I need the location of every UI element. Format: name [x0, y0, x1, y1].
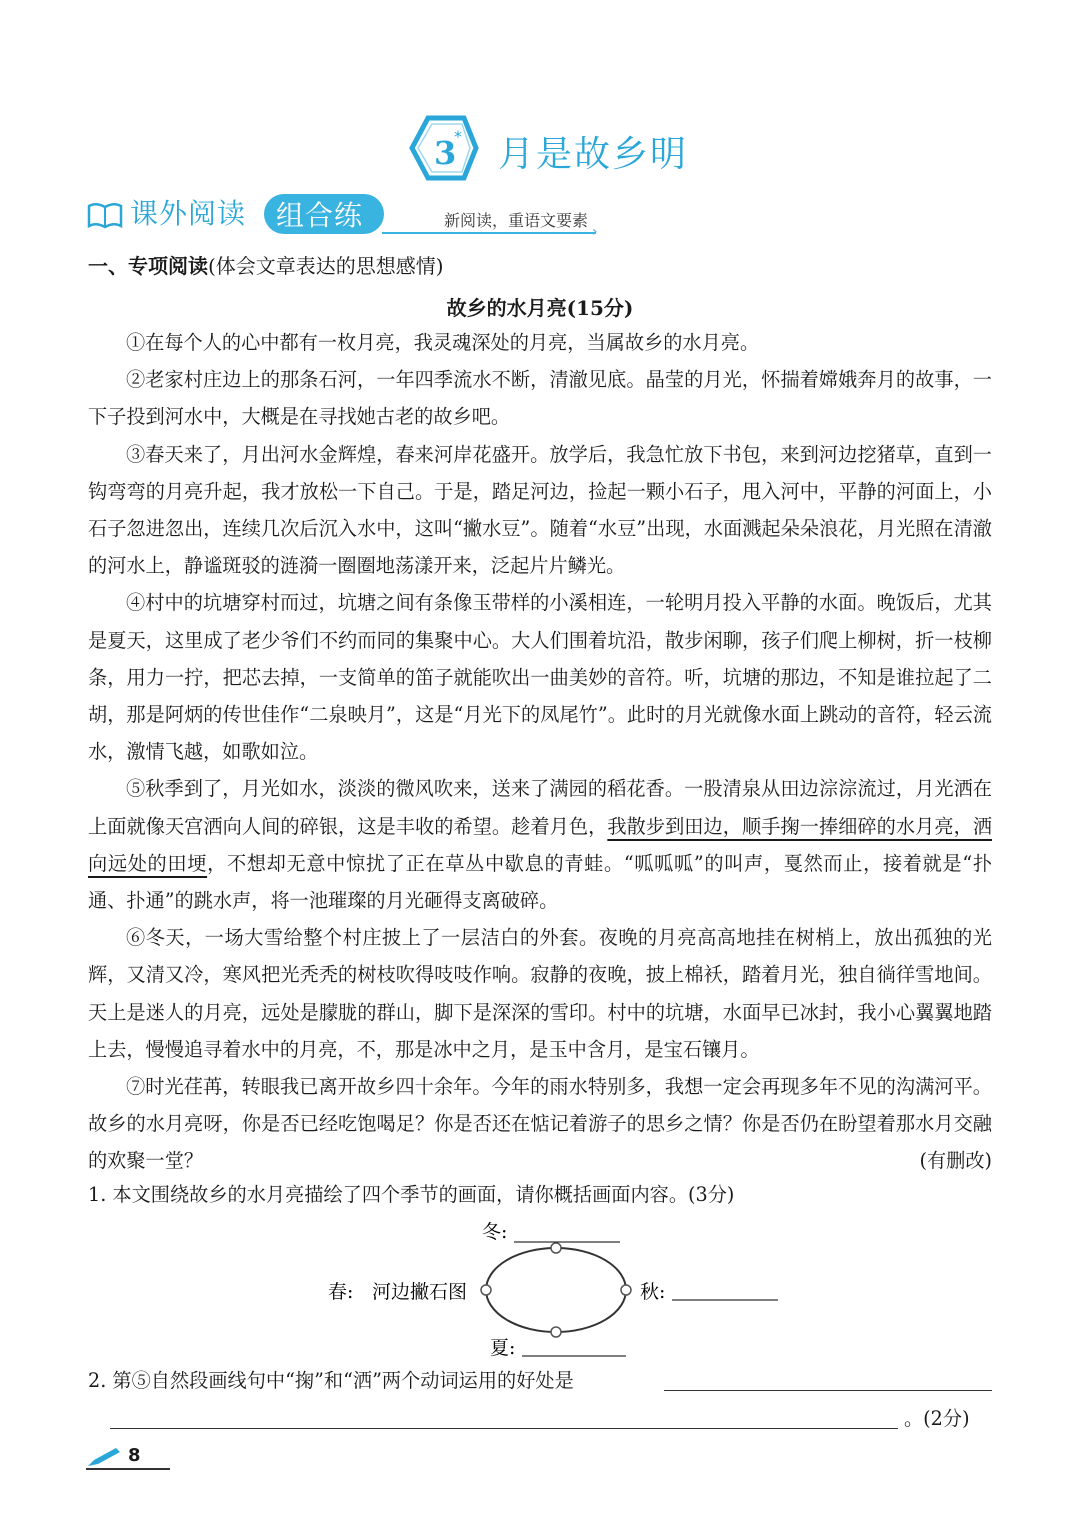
underlined-sentence: 我散步到田边，顺手掬一捧细碎的水月亮，洒向远处的田埂 — [88, 814, 993, 875]
paragraph-2: ②老家村庄边上的那条石河，一年四季流水不断，清澈见底。晶莹的月光，怀揣着嫦娥奔月的故事，一下子投到河水中，大概是在寻找她古老的故乡吧。 — [88, 368, 992, 429]
page-rule — [86, 1468, 170, 1470]
lesson-number-badge — [404, 112, 484, 184]
article-title: 故乡的水月亮(15分) — [446, 296, 634, 320]
section-tagline: 新阅读，重语文要素 — [444, 211, 589, 230]
winter-node — [551, 1243, 561, 1253]
part-focus: (体会文章表达的思想感情) — [208, 254, 444, 278]
summer-label: 夏: — [490, 1337, 516, 1359]
paragraph-7 — [88, 1068, 992, 1180]
season-cycle-diagram — [300, 1212, 820, 1362]
answer-line — [664, 1390, 992, 1391]
paragraph-3: ③春天来了，月出河水金辉煌，春来河岸花盛开。放学后，我急忙放下书包，来到河边挖猪草，直到一钩弯弯的月亮升起，我才放松一下自己。于是，踏足河边，捡起一颗小石子，甩入河中，平静的河面上，小石子忽进忽出，连续几次后沉入水中，这叫“撇水豆”。随着“水豆”出现，水面溅起朵朵浪花，月光照在清澈的河水上，静谧斑驳的涟漪一圈圈地荡漾开来，泛起片片鳞光。 — [88, 442, 992, 578]
question-1: 1. 本文围绕故乡的水月亮描绘了四个季节的画面，请你概括画面内容。(3分) — [88, 1183, 735, 1206]
spring-label: 春: — [328, 1281, 354, 1303]
autumn-node — [621, 1285, 631, 1295]
part-heading — [88, 250, 444, 279]
section-underline — [382, 232, 596, 234]
book-icon — [86, 200, 124, 230]
pencil-icon — [86, 1446, 122, 1468]
article-body — [88, 324, 992, 1180]
lesson-mark: * — [454, 127, 462, 146]
spring-node — [481, 1285, 491, 1295]
source-note: (有删改) — [919, 1149, 992, 1173]
paragraph-1: ①在每个人的心中都有一枚月亮，我灵魂深处的月亮，当属故乡的水月亮。 — [126, 331, 760, 354]
paragraph-4: ④村中的坑塘穿村而过，坑塘之间有条像玉带样的小溪相连，一轮明月投入平静的水面。晚饭后，尤其是夏天，这里成了老少爷们不约而同的集聚中心。大人们围着坑沿，散步闲聊，孩子们爬上柳树，折一枝柳条，用力一拧，把芯去掉，一支简单的笛子就能吹出一曲美妙的音符。听，坑塘的那边，不知是谁拉起了二胡，那是阿炳的传世佳作“二泉映月”，这是“月光下的凤尾竹”。此时的月光就像水面上跳动的音符，轻云流水，激情飞越，如歌如泣。 — [88, 591, 992, 764]
paragraph-5-end: ，不想却无意中惊扰了正在草丛中歇息的青蛙。“呱呱呱”的叫声，戛然而止，接着就是“扑通、扑通”的跳水声，将一池璀璨的月光砸得支离破碎。 — [88, 851, 993, 913]
cycle-ellipse — [486, 1248, 626, 1332]
paragraph-6: ⑥冬天，一场大雪给整个村庄披上了一层洁白的外套。夜晚的月亮高高地挂在树梢上，放出孤独的光辉，又清又冷，寒风把光秃秃的树枝吹得吱吱作响。寂静的夜晚，披上棉袄，踏着月光，独自徜徉雪地间。天上是迷人的月亮，远处是朦胧的群山，脚下是深深的雪印。村中的坑塘，水面早已冰封，我小心翼翼地踏上去，慢慢追寻着水中的月亮，不，那是冰中之月，是玉中含月，是宝石镶月。 — [88, 926, 992, 1061]
paragraph-5 — [88, 770, 992, 919]
lesson-title: 月是故乡明 — [498, 134, 689, 175]
spring-answer: 河边撇石图 — [372, 1281, 468, 1303]
answer-line-2 — [110, 1428, 898, 1429]
autumn-label: 秋: — [640, 1281, 666, 1303]
part-heading-text: 一、专项阅读 — [88, 254, 208, 278]
summer-node — [551, 1327, 561, 1337]
lesson-number: 3 — [434, 134, 457, 172]
winter-label: 冬: — [482, 1221, 508, 1243]
section-label: 课外阅读 — [130, 197, 247, 230]
chevron-right-icon: › — [592, 224, 598, 240]
section-pill-text: 组合练 — [276, 199, 364, 232]
page-number: 8 — [128, 1445, 141, 1466]
section-banner — [86, 192, 1006, 242]
paragraph-7-text: ⑦时光荏苒，转眼我已离开故乡四十余年。今年的雨水特别多，我想一定会再现多年不见的沟满河平。故乡的水月亮呀，你是否已经吃饱喝足？你是否还在惦记着游子的思乡之情？你是否仍在盼望着那水月交融的欢聚一堂？ — [88, 1075, 992, 1173]
paragraph-5-start: ⑤秋季到了，月光如水，淡淡的微风吹来，送来了满园的稻花香。一股清泉从田边淙淙流过，月光洒在上面就像天宫洒向人间的碎银，这是丰收的希望。趁着月色， — [88, 777, 992, 838]
question-2-score: 。(2分) — [904, 1407, 970, 1430]
question-2: 2. 第⑤自然段画线句中“掬”和“洒”两个动词运用的好处是 — [88, 1369, 574, 1392]
